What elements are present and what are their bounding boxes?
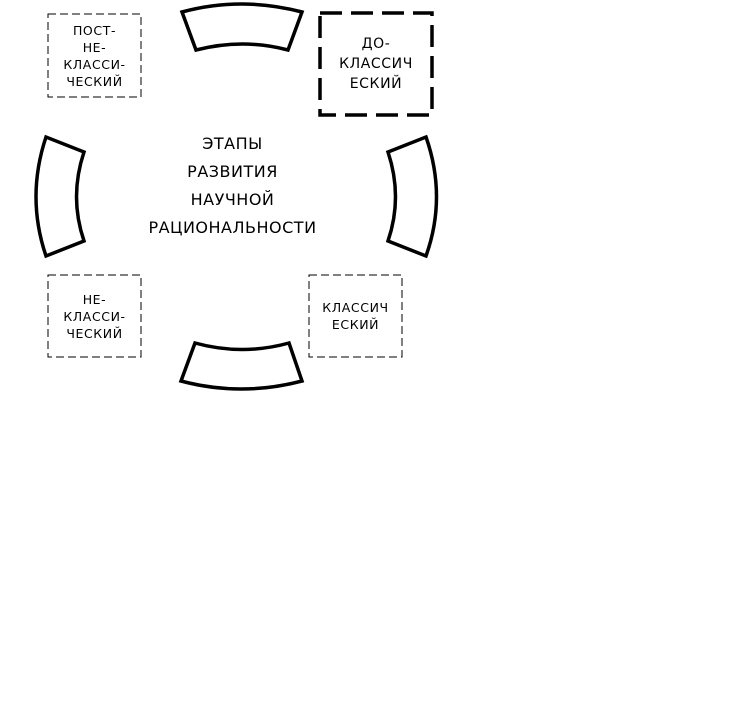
pre-classical-label bbox=[320, 13, 432, 115]
stage-label-line: ДО- bbox=[361, 36, 391, 52]
stage-label-line: ЕСКИЙ bbox=[331, 317, 380, 332]
title-line: РАЗВИТИЯ bbox=[187, 162, 278, 181]
arc-segment-left bbox=[36, 137, 84, 256]
title-line: РАЦИОНАЛЬНОСТИ bbox=[148, 218, 317, 237]
non-classical-label bbox=[48, 275, 141, 357]
arc-segment-right bbox=[388, 137, 437, 256]
title-line: НАУЧНОЙ bbox=[190, 190, 275, 209]
stage-label-line: ЕСКИЙ bbox=[349, 76, 403, 92]
stage-label-line: КЛАССИ- bbox=[63, 56, 126, 72]
stage-label-line: НЕ- bbox=[82, 39, 107, 55]
arc-segment-top bbox=[182, 4, 302, 50]
stage-label-line: НЕ- bbox=[82, 291, 107, 307]
title-line: ЭТАПЫ bbox=[202, 134, 263, 153]
diagram-title bbox=[130, 130, 335, 245]
stage-label-line: ПОСТ- bbox=[72, 22, 117, 38]
stage-label-line: ЧЕСКИЙ bbox=[66, 325, 123, 341]
stage-label-line: КЛАССИЧ bbox=[339, 56, 413, 72]
stage-label-line: КЛАССИ- bbox=[63, 308, 126, 324]
stage-label-line: КЛАССИЧ bbox=[322, 300, 389, 315]
arc-segment-bottom bbox=[181, 343, 302, 389]
classical-label bbox=[309, 275, 402, 357]
post-non-classical-label bbox=[48, 14, 141, 97]
stage-label-line: ЧЕСКИЙ bbox=[66, 73, 123, 89]
